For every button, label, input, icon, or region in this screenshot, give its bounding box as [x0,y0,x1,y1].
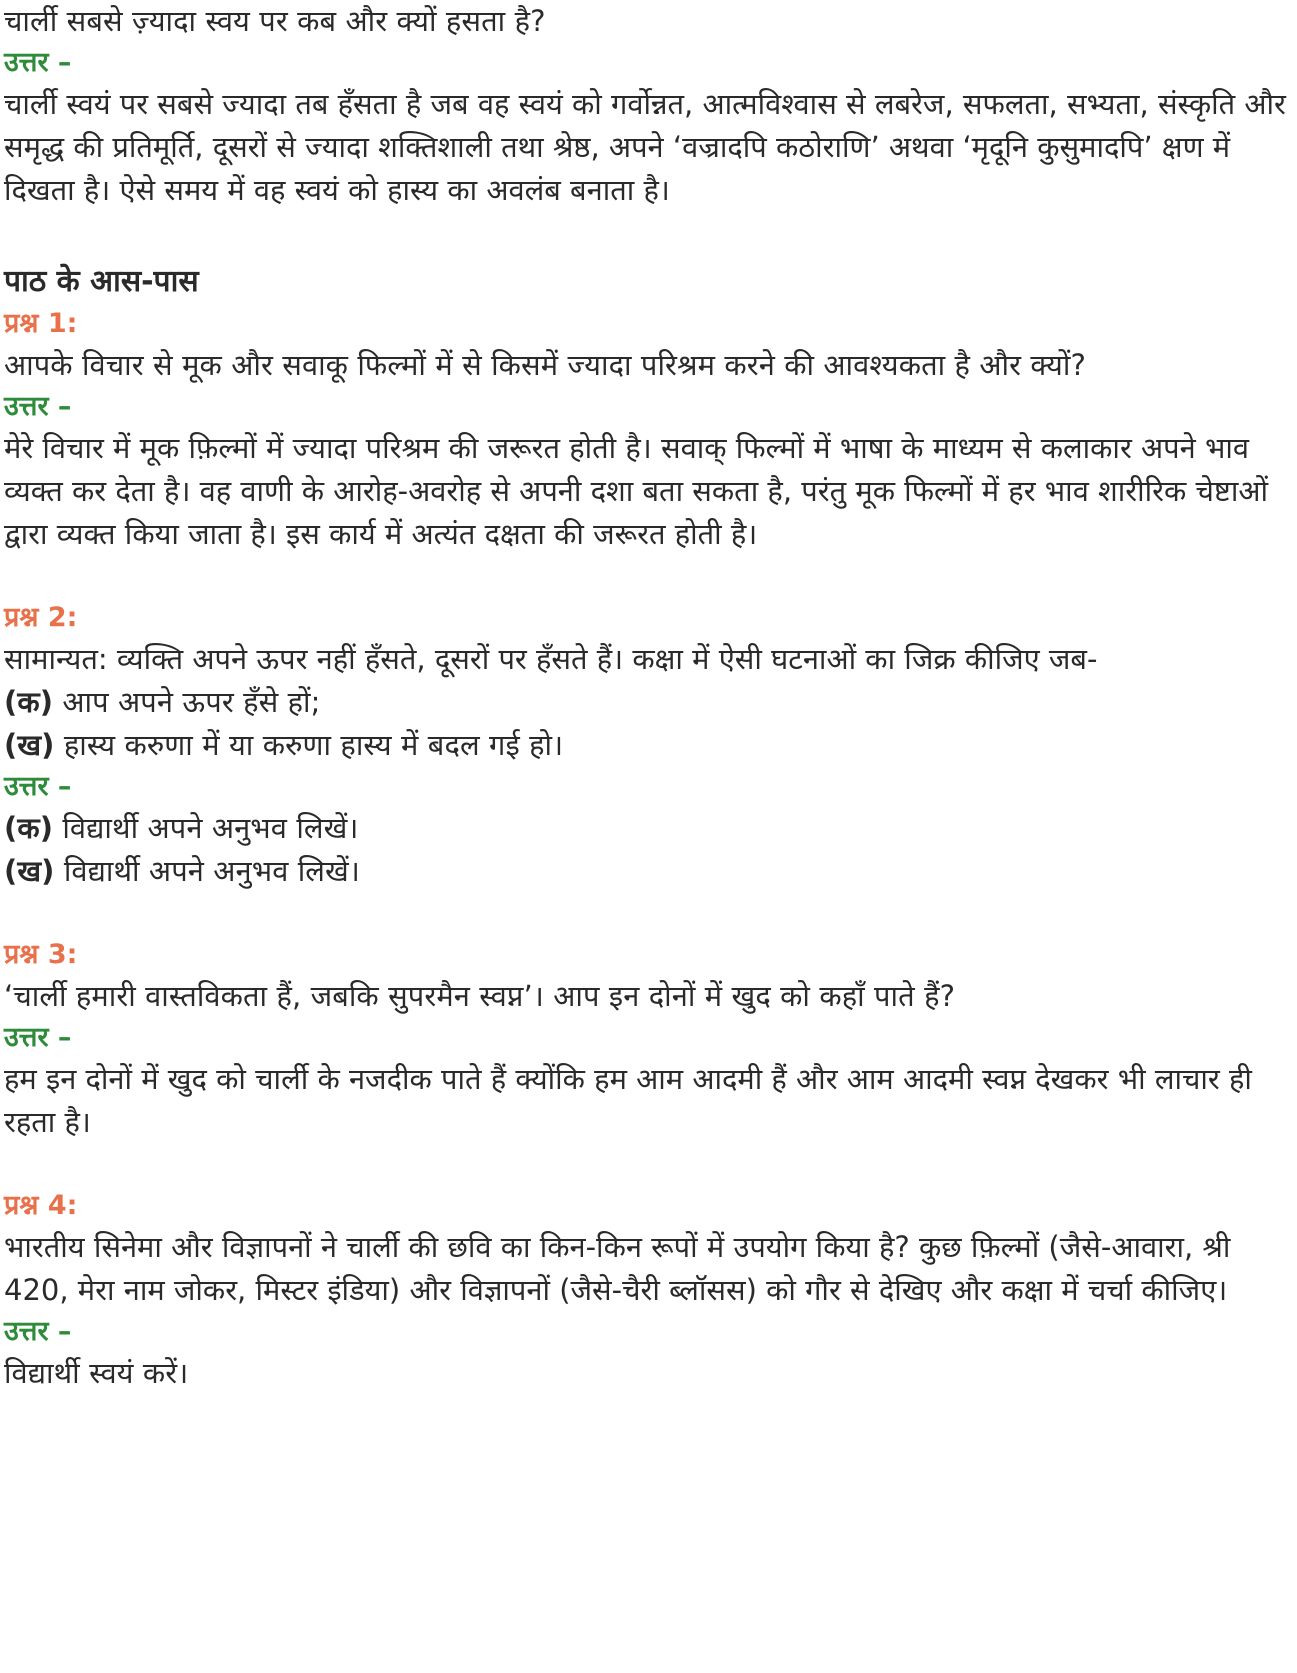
answer-label: उत्तर – [4,1022,72,1053]
answer-text: विद्यार्थी अपने अनुभव लिखें। [63,854,360,888]
section-title: पाठ के आस-पास [4,264,199,299]
top-answer: चार्ली स्वयं पर सबसे ज्यादा तब हँसता है जब वह स्वयं को गर्वोन्नत, आत्मविश्वास से लबरेज, सफलता, सभ्यता, संस्कृति और समृद्ध की प्रतिमूर्ति, दूसरों से ज्यादा शक्तिशाली तथा श्रेष्ठ, अपने ‘वज्रादपि कठोराणि’ अथवा ‘मृदूनि कुसुमादपि’ क्षण में दिखता है। ऐसे समय में वह स्वयं को हास्य का अवलंब बनाता है। [4,87,1286,207]
question-2-answer [4,850,1289,893]
question-4-answer: विद्यार्थी स्वयं करें। [4,1356,189,1390]
option-text: हास्य करुणा में या करुणा हास्य में बदल गई हो। [63,728,564,762]
question-2-label: प्रश्न 2: [4,602,78,633]
question-4-label: प्रश्न 4: [4,1190,78,1221]
option-marker: (क) [4,685,54,719]
question-1-label: प्रश्न 1: [4,308,78,339]
question-2-option [4,724,1289,767]
answer-label: उत्तर – [4,1316,72,1347]
option-marker: (ख) [4,728,55,762]
answer-label: उत्तर – [4,771,72,802]
question-1-answer: मेरे विचार में मूक फ़िल्मों में ज्यादा परिश्रम की जरूरत होती है। सवाक् फिल्मों में भाषा के माध्यम से कलाकार अपने भाव व्यक्त कर देता है। वह वाणी के आरोह-अवरोह से अपनी दशा बता सकता है, परंतु मूक फिल्मों में हर भाव शारीरिक चेष्टाओं द्वारा व्यक्त किया जाता है। इस कार्य में अत्यंत दक्षता की जरूरत होती है। [4,431,1268,551]
answer-label: उत्तर – [4,391,72,422]
question-3-text: ‘चार्ली हमारी वास्तविकता हैं, जबकि सुपरमैन स्वप्न’। आप इन दोनों में खुद को कहाँ पाते हैं? [4,979,956,1013]
question-2-text: सामान्यत: व्यक्ति अपने ऊपर नहीं हँसते, दूसरों पर हँसते हैं। कक्षा में ऐसी घटनाओं का जिक्र कीजिए जब- [4,642,1098,676]
question-2-answer [4,807,1289,850]
answer-label: उत्तर – [4,47,72,78]
answer-marker: (ख) [4,854,55,888]
question-2-option [4,681,1289,724]
question-4-text: भारतीय सिनेमा और विज्ञापनों ने चार्ली की छवि का किन-किन रूपों में उपयोग किया है? कुछ फ़िल्मों (जैसे-आवारा, श्री 420, मेरा नाम जोकर, मिस्टर इंडिया) और विज्ञापनों (जैसे-चैरी ब्लॉसस) को गौर से देखिए और कक्षा में चर्चा कीजिए। [4,1230,1231,1307]
option-text: आप अपने ऊपर हँसे हों; [62,685,321,719]
question-3-label: प्रश्न 3: [4,939,78,970]
answer-marker: (क) [4,811,54,845]
answer-text: विद्यार्थी अपने अनुभव लिखें। [62,811,359,845]
top-question: चार्ली सबसे ज़्यादा स्वय पर कब और क्यों हसता है? [4,4,546,38]
question-3-answer: हम इन दोनों में खुद को चार्ली के नजदीक पाते हैं क्योंकि हम आम आदमी हैं और आम आदमी स्वप्न देखकर भी लाचार ही रहता है। [4,1062,1252,1139]
question-1-text: आपके विचार से मूक और सवाकू फिल्मों में से किसमें ज्यादा परिश्रम करने की आवश्यकता है और क्यों? [4,348,1086,382]
